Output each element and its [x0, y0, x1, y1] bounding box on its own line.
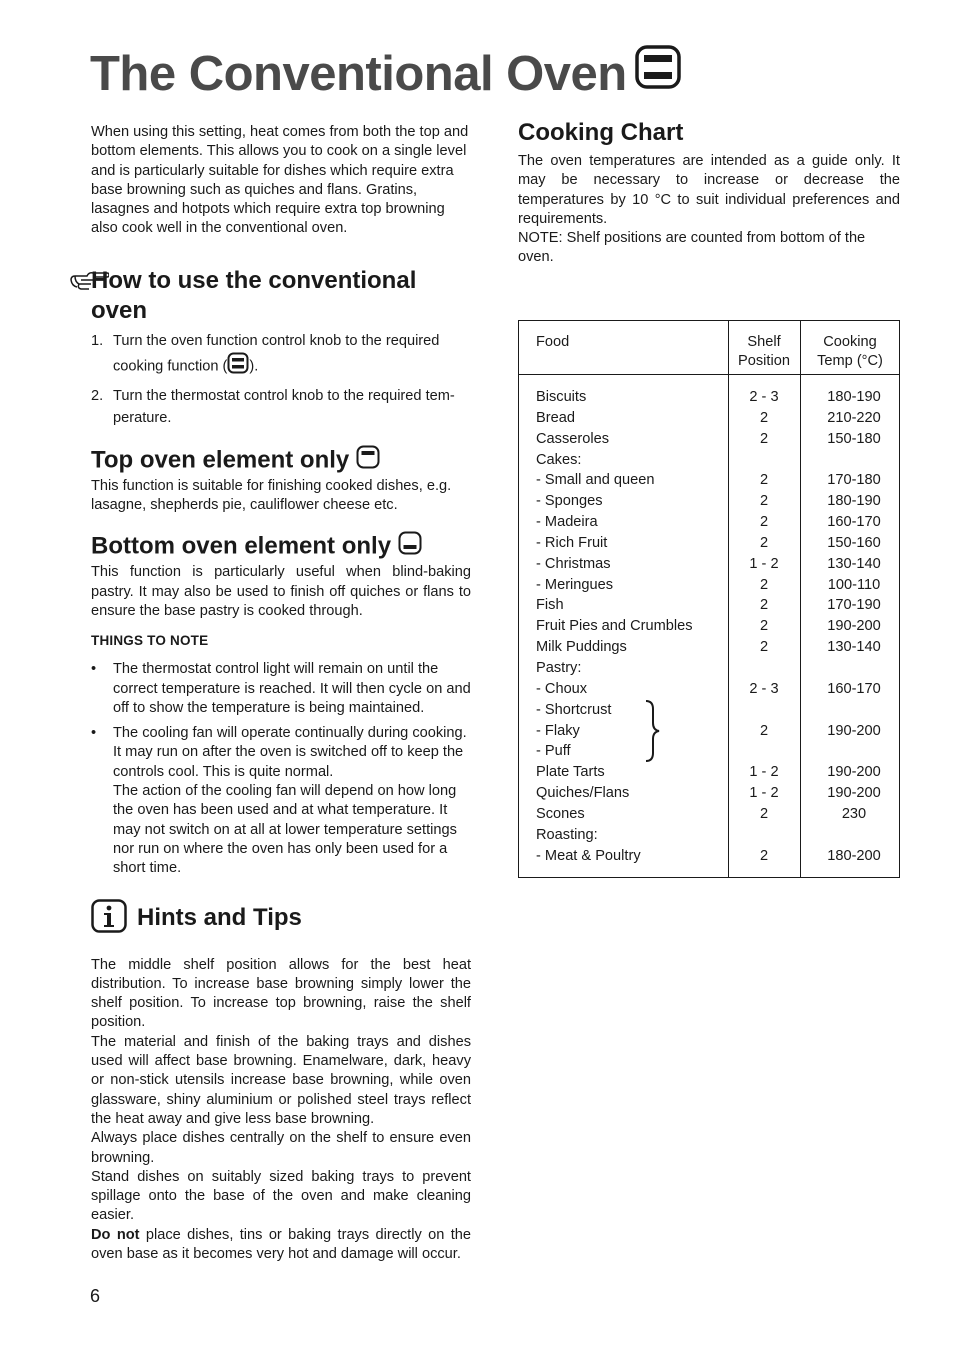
header-shelf — [729, 333, 799, 370]
hints-bold-text: Do not — [91, 1226, 140, 1243]
food-cell: - Madeira — [536, 514, 598, 531]
table-row — [519, 512, 899, 533]
shelf-cell: 2 — [759, 847, 769, 864]
temp-cell: 150-160 — [827, 534, 881, 551]
table-row — [519, 741, 899, 762]
shelf-cell: 2 — [759, 576, 769, 593]
table-row — [519, 595, 899, 616]
bottom-element-icon — [398, 531, 422, 563]
table-row — [519, 533, 899, 554]
table-row — [519, 470, 899, 491]
hints-text: place dishes, tins or baking trays directly on the oven base as it becomes very hot and damage will occur. — [91, 1226, 471, 1262]
table-body — [519, 387, 899, 866]
food-cell: Milk Puddings — [536, 639, 627, 656]
note-item — [91, 660, 471, 718]
temp-cell: 190-200 — [827, 764, 881, 781]
table-row — [519, 721, 899, 742]
step-text: Turn the thermostat control knob to the required tem-perature. — [113, 387, 455, 426]
temp-cell: 170-180 — [827, 472, 881, 489]
table-row — [519, 575, 899, 596]
food-cell: Scones — [536, 805, 585, 822]
shelf-cell: 2 — [759, 472, 769, 489]
top-element-text: This function is suitable for finishing cooked dishes, e.g. lasagne, shepherds pie, cauliflower cheese etc. — [91, 477, 452, 514]
hints-paragraph — [91, 1226, 471, 1265]
things-to-note-heading: THINGS TO NOTE — [91, 633, 209, 649]
shelf-cell: 2 — [759, 409, 769, 426]
shelf-cell: 2 - 3 — [749, 680, 779, 697]
table-row — [519, 804, 899, 825]
header-shelf-line1: Shelf — [747, 334, 781, 350]
food-cell: Fish — [536, 597, 564, 614]
shelf-cell: 2 — [759, 514, 769, 531]
cooking-chart-text: The oven temperatures are intended as a guide only. It may be necessary to increase or decrease the temperatures by 10 °C to suit individual preferences and requirements. — [518, 153, 900, 227]
pointing-hand-icon — [69, 270, 109, 297]
bottom-element-section — [91, 531, 471, 621]
food-cell: - Shortcrust — [536, 701, 612, 718]
bullet: • — [91, 725, 97, 742]
table-row — [519, 679, 899, 700]
top-element-icon — [356, 445, 380, 477]
hints-header — [91, 899, 471, 938]
header-temp — [800, 333, 900, 370]
cooking-chart-note: NOTE: Shelf positions are counted from bottom of the oven. — [518, 230, 866, 266]
shelf-cell: 2 — [759, 639, 769, 656]
shelf-cell: 1 - 2 — [749, 764, 779, 781]
shelf-cell: 2 - 3 — [749, 389, 779, 405]
temp-cell: 180-190 — [827, 389, 881, 405]
table-row — [519, 762, 899, 783]
food-cell: Casseroles — [536, 430, 609, 447]
howto-step — [91, 385, 471, 429]
temp-cell: 230 — [841, 805, 867, 822]
shelf-cell: 2 — [759, 534, 769, 551]
temp-cell: 100-110 — [827, 576, 881, 593]
food-cell: - Puff — [536, 743, 571, 760]
table-row — [519, 783, 899, 804]
food-cell: - Sponges — [536, 493, 603, 510]
bottom-element-text: This function is particularly useful when blind-baking pastry. It may also be used to finish off quiches or flans to ensure the base pastry is cooked through. — [91, 564, 471, 619]
note-text: The thermostat control light will remain on until the correct temperature is reached. It will then cycle on and off to show the temperature is being maintained. — [113, 661, 471, 716]
conventional-oven-icon — [227, 352, 249, 381]
food-cell: Cakes: — [536, 451, 582, 468]
page-title-text: The Conventional Oven — [90, 47, 627, 101]
table-row — [519, 491, 899, 512]
hints-paragraph: The middle shelf position allows for the best heat distribution. To increase base browning simply lower the shelf position. To increase top browning, raise the shelf position. — [91, 956, 471, 1031]
hints-paragraph: Stand dishes on suitably sized baking trays to prevent spillage onto the base of the oven and make cleaning easier. — [91, 1168, 471, 1224]
intro-text: When using this setting, heat comes from both the top and bottom elements. This allows you to cook on a single level and is particularly suitable for dishes which require extra base browning such as quiches and flans. Gratins, lasagnes and hotpots which require extra top browning also cook well in the conventional oven. — [91, 124, 469, 237]
info-icon — [91, 899, 127, 938]
step-text-end: ). — [249, 358, 259, 375]
step-number: 1. — [91, 332, 104, 349]
pastry-group-brace — [644, 699, 660, 768]
header-temp-line1: Cooking — [823, 334, 877, 350]
temp-cell: 150-180 — [827, 430, 881, 447]
top-element-section — [91, 445, 471, 516]
note-text-continued: The action of the cooling fan will depend on how long the oven has been used and at what temperature. It may not switch on at all at lower temperature settings nor run on where the oven has only been used for a short time. — [113, 783, 457, 877]
step-text: Turn the oven function control knob to the required cooking function ( — [113, 332, 440, 375]
temp-cell: 210-220 — [827, 409, 881, 426]
temp-cell: 190-200 — [827, 722, 881, 739]
cooking-chart-table — [518, 320, 900, 878]
table-row — [519, 658, 899, 679]
shelf-cell: 2 — [759, 805, 769, 822]
note-item — [91, 724, 471, 878]
food-cell: - Small and queen — [536, 472, 655, 489]
temp-cell: 190-200 — [827, 618, 881, 635]
temp-cell: 170-190 — [827, 597, 881, 614]
header-temp-line2: Temp (°C) — [817, 352, 883, 369]
howto-heading: How to use the conventional oven — [91, 266, 417, 324]
temp-cell: 160-170 — [827, 514, 881, 531]
top-element-heading — [91, 445, 471, 477]
temp-cell: 130-140 — [827, 555, 881, 572]
food-cell: Plate Tarts — [536, 764, 605, 781]
table-row — [519, 450, 899, 471]
food-cell: - Meringues — [536, 576, 614, 593]
temp-cell: 180-200 — [827, 847, 881, 864]
step-number: 2. — [91, 387, 104, 404]
cooking-chart-heading: Cooking Chart — [518, 119, 684, 146]
right-column — [518, 118, 900, 268]
page-number: 6 — [90, 1286, 101, 1306]
food-cell: - Christmas — [536, 555, 611, 572]
food-cell: - Meat & Poultry — [536, 847, 641, 864]
table-row — [519, 408, 899, 429]
hints-heading: Hints and Tips — [137, 904, 302, 932]
bottom-element-heading — [91, 531, 471, 563]
bullet: • — [91, 661, 97, 678]
shelf-cell: 2 — [759, 618, 769, 635]
shelf-cell: 2 — [759, 493, 769, 510]
food-cell: Pastry: — [536, 659, 582, 676]
table-row — [519, 846, 899, 867]
table-row — [519, 637, 899, 658]
table-row — [519, 429, 899, 450]
header-shelf-line2: Position — [738, 352, 790, 369]
food-cell: Roasting: — [536, 826, 598, 843]
temp-cell: 160-170 — [827, 680, 881, 697]
hints-paragraph: Always place dishes centrally on the shelf to ensure even browning. — [91, 1130, 471, 1166]
bottom-element-heading-text: Bottom oven element only — [91, 532, 392, 560]
temp-cell: 190-200 — [827, 785, 881, 802]
header-divider — [519, 374, 899, 375]
temp-cell: 180-190 — [827, 493, 881, 510]
left-column — [91, 123, 471, 1264]
food-cell: - Rich Fruit — [536, 534, 608, 551]
food-cell: - Choux — [536, 680, 588, 697]
table-row — [519, 554, 899, 575]
note-text: The cooling fan will operate continually during cooking. It may run on after the oven is switched off to keep the controls cool. This is quite normal. — [113, 725, 467, 780]
hints-paragraph: The material and finish of the baking trays and dishes used will affect base browning. Enamelware, dark, heavy or non-stick utensils increase base browning, while oven glassware, shiny aluminium or polished steel trays reflect the heat away and give less base browning. — [91, 1033, 471, 1127]
shelf-cell: 2 — [759, 597, 769, 614]
notes-list — [91, 660, 471, 878]
conventional-oven-icon — [635, 43, 681, 103]
howto-section — [91, 266, 471, 429]
header-food: Food — [536, 334, 570, 350]
food-cell: Biscuits — [536, 389, 587, 405]
food-cell: Fruit Pies and Crumbles — [536, 618, 693, 635]
howto-steps — [91, 330, 471, 429]
shelf-cell: 1 - 2 — [749, 785, 779, 802]
food-cell: Quiches/Flans — [536, 785, 630, 802]
table-row — [519, 387, 899, 408]
table-row — [519, 616, 899, 637]
food-cell: Bread — [536, 409, 575, 426]
howto-step — [91, 330, 471, 381]
shelf-cell: 1 - 2 — [749, 555, 779, 572]
table-row — [519, 825, 899, 846]
food-cell: - Flaky — [536, 722, 580, 739]
top-element-heading-text: Top oven element only — [91, 446, 350, 474]
shelf-cell: 2 — [759, 430, 769, 447]
shelf-cell: 2 — [759, 722, 769, 739]
page-title — [90, 44, 681, 107]
table-row — [519, 700, 899, 721]
temp-cell: 130-140 — [827, 639, 881, 656]
